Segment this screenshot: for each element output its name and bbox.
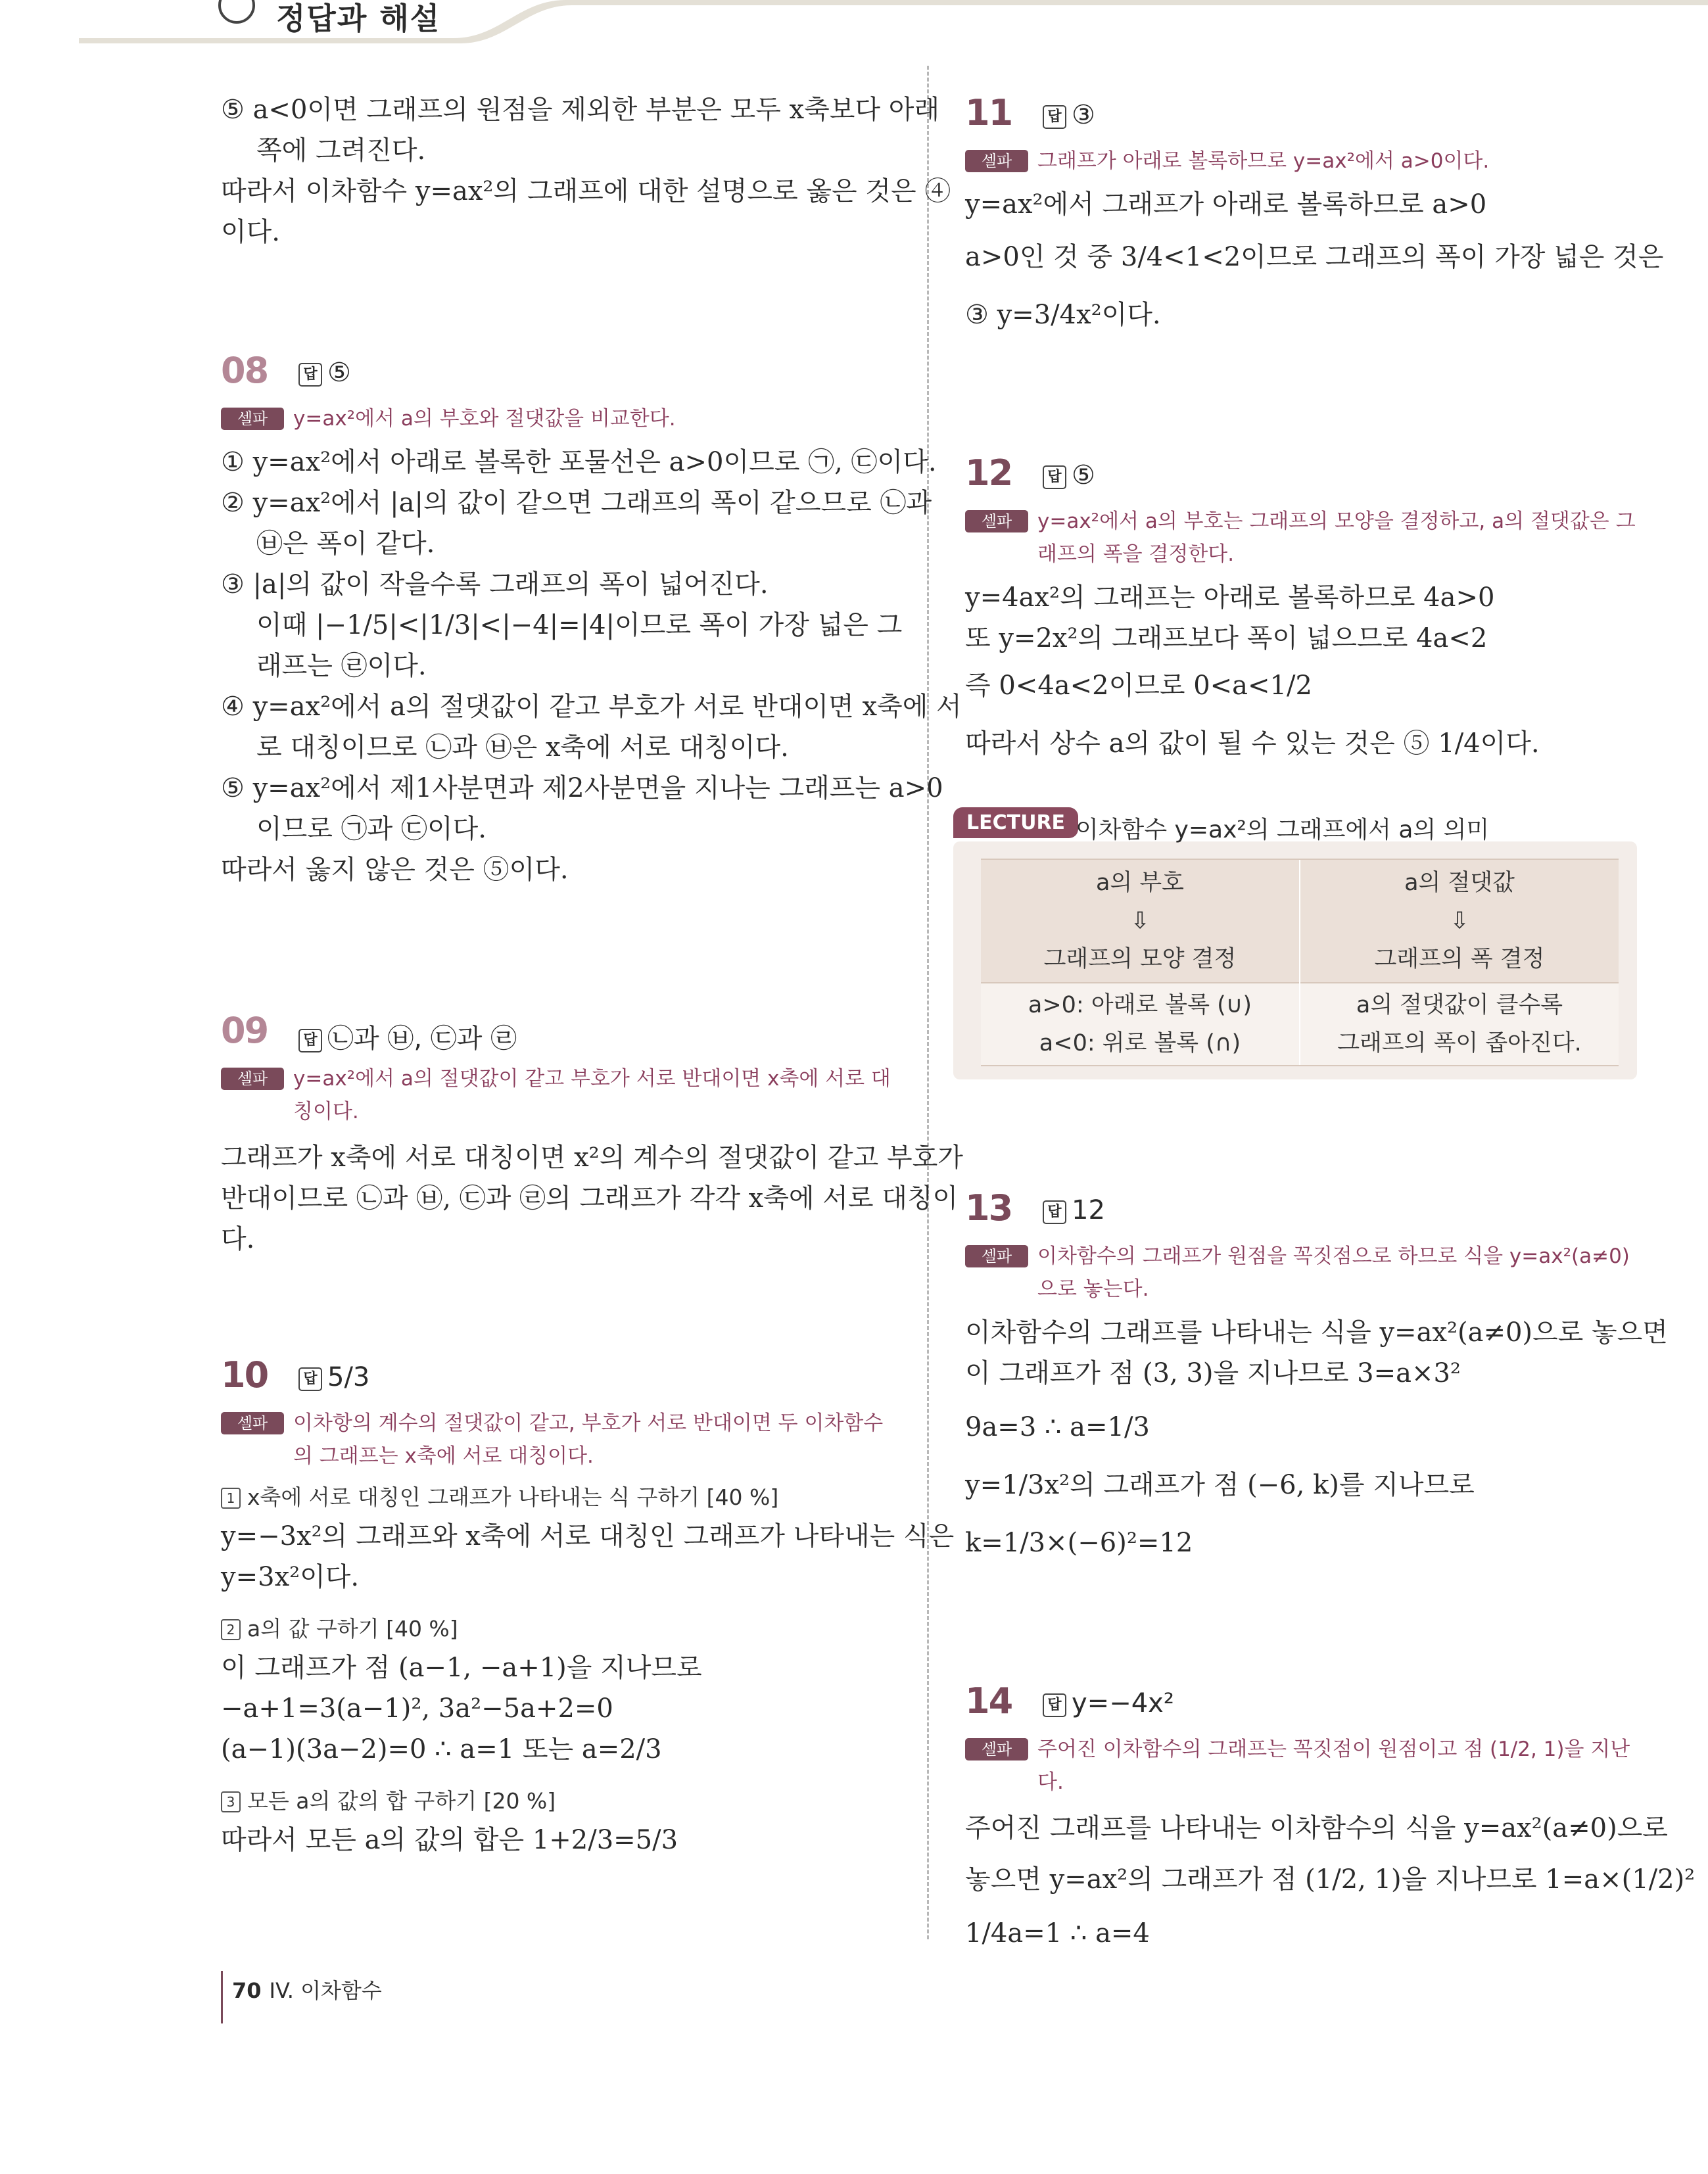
question-11: 11 답 ③ 셀파 그래프가 아래로 볼록하므로 y=ax²에서 a>0이다. y=ax²에서 그래프가 아래로 볼록하므로 a>0 a>0인 것 중 3/4<1<2이므로 그래프의 폭이 가장 넓은 것은 ③ y=3/4x²이다. [965,92,1664,330]
answer: 답 y=−4x² [1043,1688,1174,1718]
answer: 답 12 [1043,1195,1105,1225]
question-12: 12 답 ⑤ 셀파 y=ax²에서 a의 부호는 그래프의 모양을 결정하고, a의 절댓값은 그래프의 폭을 결정한다. y=4ax²의 그래프는 아래로 볼록하므로 4a>0 또 y=2x²의 그래프보다 폭이 넓으므로 4a<2 즉 0<4a<2이므로 0<a<1/2 따라서 상수 a의 값이 될 수 있는 것은 ⑤ 1/4이다. [965,452,1642,764]
lecture-tag: LECTURE [953,807,1078,838]
step-1: 1 x축에 서로 대칭인 그래프가 나타내는 식 구하기 [40 %] [221,1479,891,1516]
lecture-cell: a의 절댓값 ⇩ 그래프의 폭 결정 [1300,859,1619,983]
lecture-cell: a의 절댓값이 클수록 그래프의 폭이 좁아진다. [1300,983,1619,1066]
q07-continuation: ⑤ a<0이면 그래프의 원점을 제외한 부분은 모두 x축보다 아래 쪽에 그려진다. 따라서 이차함수 y=ax²의 그래프에 대한 설명으로 옳은 것은 ④ 이다. [221,95,951,247]
lecture-table [981,859,1619,1066]
hint-badge: 셀파 [221,1412,284,1434]
hint-badge: 셀파 [965,510,1028,532]
question-number: 12 [965,452,1012,494]
step-3: 3 모든 a의 값의 합 구하기 [20 %] [221,1783,891,1820]
hint-badge: 셀파 [965,150,1028,172]
answer-icon: 답 [1043,1693,1066,1717]
answer: 답 ③ [1043,100,1095,130]
answer-icon: 답 [298,363,322,387]
hint-badge: 셀파 [221,408,284,430]
question-number: 08 [221,350,268,391]
page-title: 정답과 해설 [276,1,441,36]
hint: 셀파 y=ax²에서 a의 절댓값이 같고 부호가 서로 반대이면 x축에 서로 대칭이다. [221,1062,891,1128]
lecture-cell: a의 부호 ⇩ 그래프의 모양 결정 [981,859,1300,983]
page-number: 70 [232,1978,262,2003]
hint: 셀파 그래프가 아래로 볼록하므로 y=ax²에서 a>0이다. [965,145,1642,177]
step-2: 2 a의 값 구하기 [40 %] [221,1611,891,1647]
hint-badge: 셀파 [965,1245,1028,1267]
chapter-label: IV. 이차함수 [269,1978,382,2003]
answer-icon: 답 [1043,1200,1066,1224]
answer-icon: 답 [1043,465,1066,489]
question-14: 14 답 y=−4x² 셀파 주어진 이차함수의 그래프는 꼭짓점이 원점이고 점 (1/2, 1)을 지난다. 주어진 그래프를 나타내는 이차함수의 식을 y=ax²(a≠0)으로 놓으면 y=ax²의 그래프가 점 (1/2, 1)을 지나므로 1=a×(1/2)² 1/4a=1 ∴ a=4 [965,1680,1696,1949]
question-08: 08 답 ⑤ 셀파 y=ax²에서 a의 부호와 절댓값을 비교한다. ① y=ax²에서 아래로 볼록한 포물선은 a>0이므로 ㉠, ㉢이다. ② y=ax²에서 |a|의 값이 같으면 그래프의 폭이 같으므로 ㉡과 ㉥은 폭이 같다. ③ |a|의 값이 작을수록 그래프의 폭이 넓어진다. 이때 |−1/5|<|1/3|<|−4|=|4|이므로 폭이 가장 넓은 그 래프는 ㉣이다. ④ y=ax²에서 a의 절댓값이 같고 부호가 서로 반대이면 x축에 서 로 대칭이므로 ㉡과 ㉥은 x축에 서로 대칭이다. ⑤ y=ax²에서 제1사분면과 제2사분면을 지나는 그래프는 a>0 이므로 ㉠과 ㉢이다. 따라서 옳지 않은 것은 ⑤이다. [221,350,962,885]
question-number: 11 [965,92,1012,133]
hint: 셀파 이차함수의 그래프가 원점을 꼭짓점으로 하므로 식을 y=ax²(a≠0)으로 놓는다. [965,1240,1642,1306]
answer-icon: 답 [1043,105,1066,129]
answer-icon: 답 [298,1367,322,1391]
question-09: 09 답 ㉡과 ㉥, ㉢과 ㉣ 셀파 y=ax²에서 a의 절댓값이 같고 부호가 서로 반대이면 x축에 서로 대칭이다. 그래프가 x축에 서로 대칭이면 x²의 계수의 절댓값이 같고 부호가 반대이므로 ㉡과 ㉥, ㉢과 ㉣의 그래프가 각각 x축에 서로 대칭이 다. [221,1010,963,1254]
answer: 답 ⑤ [298,358,351,388]
hint: 셀파 y=ax²에서 a의 부호는 그래프의 모양을 결정하고, a의 절댓값은 그래프의 폭을 결정한다. [965,505,1642,571]
column-divider [927,66,929,1939]
question-number: 09 [221,1010,268,1051]
hint: 셀파 이차항의 계수의 절댓값이 같고, 부호가 서로 반대이면 두 이차함수의 그래프는 x축에 서로 대칭이다. [221,1407,891,1473]
question-number: 14 [965,1680,1012,1722]
question-number: 13 [965,1187,1012,1229]
answer: 답 ⑤ [1043,460,1095,490]
question-number: 10 [221,1354,268,1396]
answer: 답 ㉡과 ㉥, ㉢과 ㉣ [298,1018,517,1055]
question-13: 13 답 12 셀파 이차함수의 그래프가 원점을 꼭짓점으로 하므로 식을 y=ax²(a≠0)으로 놓는다. 이차함수의 그래프를 나타내는 식을 y=ax²(a≠0)으로 놓으면 이 그래프가 점 (3, 3)을 지나므로 3=a×3² 9a=3 ∴ a=1/3 y=1/3x²의 그래프가 점 (−6, k)를 지나므로 k=1/3×(−6)²=12 [965,1187,1668,1558]
hint: 셀파 y=ax²에서 a의 부호와 절댓값을 비교한다. [221,402,891,435]
hint: 셀파 주어진 이차함수의 그래프는 꼭짓점이 원점이고 점 (1/2, 1)을 지난다. [965,1733,1642,1799]
hint-badge: 셀파 [965,1738,1028,1760]
lecture-title: 이차함수 y=ax²의 그래프에서 a의 의미 [1076,816,1490,843]
header-band [0,0,1708,43]
lecture-cell: a>0: 아래로 볼록 (∪) a<0: 위로 볼록 (∩) [981,983,1300,1066]
hint-badge: 셀파 [221,1068,284,1090]
answer: 답 5/3 [298,1362,369,1392]
answer-icon: 답 [298,1029,322,1052]
question-10: 10 답 5/3 셀파 이차항의 계수의 절댓값이 같고, 부호가 서로 반대이면 두 이차함수의 그래프는 x축에 서로 대칭이다. 1 x축에 서로 대칭인 그래프가 나타내는 식 구하기 [40 %] y=−3x²의 그래프와 x축에 서로 대칭인 그래프가 나타내는 식은 y=3x²이다. 2 a의 값 구하기 [40 %] 이 그래프가 점 (a−1, −a+1)을 지나므로 −a+1=3(a−1)², 3a²−5a+2=0 (a−1)(3a−2)=0 ∴ a=1 또는 a=2/3 3 모든 a의 값의 합 구하기 [20 %] 따라서 모든 a의 값의 합은 1+2/3=5/3 [221,1354,955,1855]
page-footer [221,1971,382,2023]
